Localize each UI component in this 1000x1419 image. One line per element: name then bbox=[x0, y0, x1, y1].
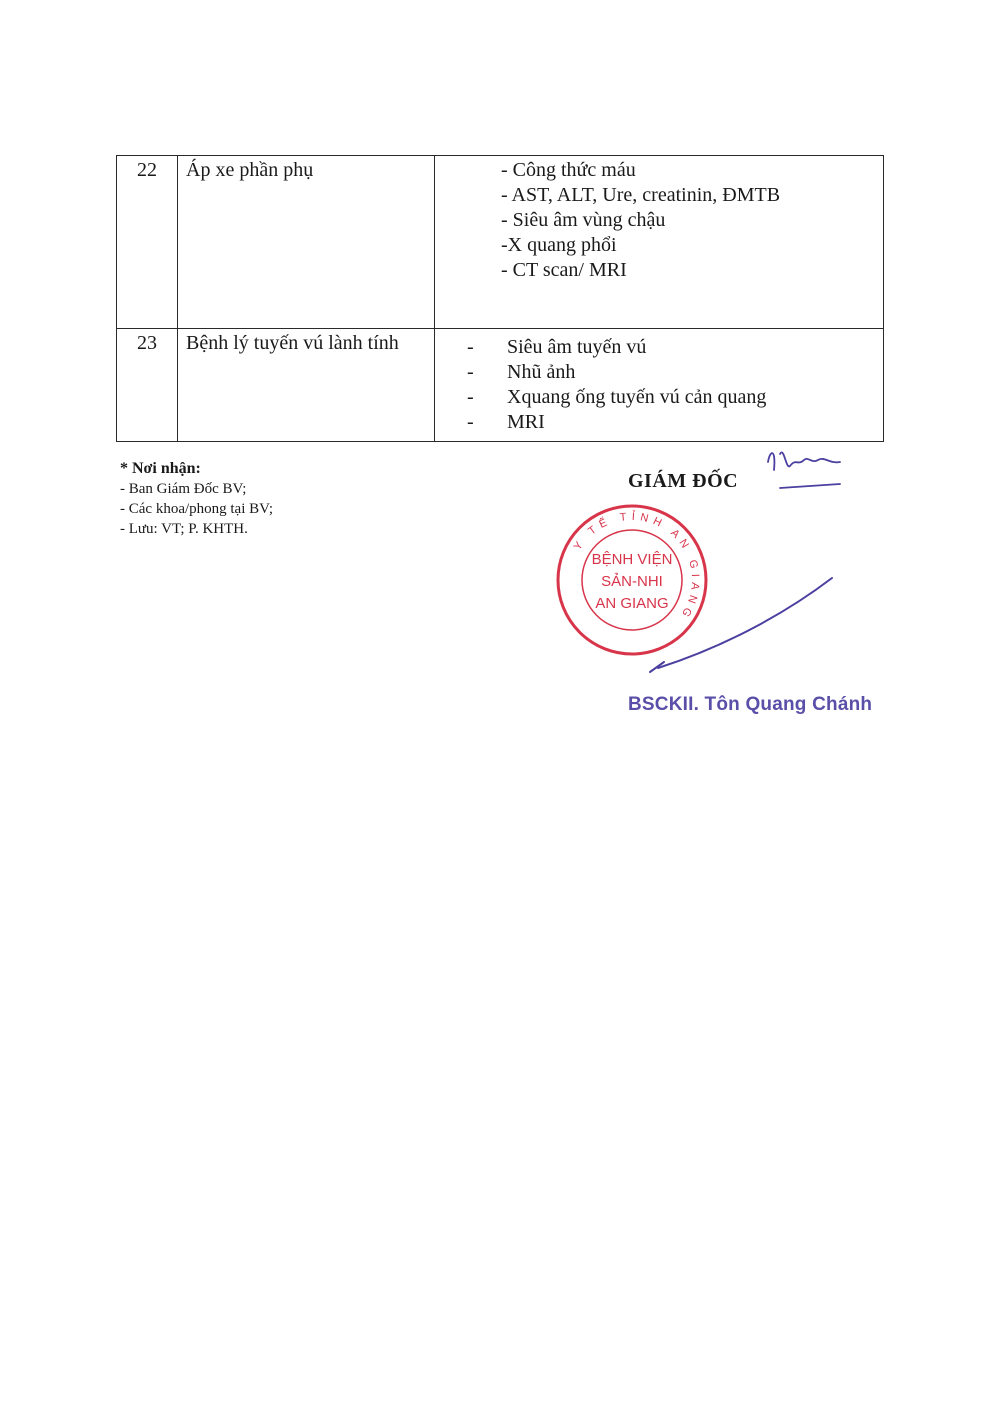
handwritten-signature bbox=[620, 440, 900, 700]
recipients-block bbox=[120, 459, 273, 539]
stamp-ring-text: Y TẾ TỈNH AN GIANG bbox=[571, 510, 702, 623]
bullet-dash: - bbox=[467, 386, 474, 408]
list-item-text: Xquang ống tuyến vú cản quang bbox=[507, 386, 767, 408]
list-item-text: MRI bbox=[507, 411, 545, 433]
recipients-list bbox=[120, 479, 273, 539]
recipients-title: * Nơi nhận: bbox=[120, 460, 201, 477]
table-row bbox=[117, 156, 884, 329]
condition-name: Áp xe phần phụ bbox=[178, 156, 435, 329]
list-item-text: Nhũ ảnh bbox=[507, 361, 576, 383]
list-item: - Ban Giám Đốc BV; bbox=[120, 481, 247, 497]
list-item: - Siêu âm vùng chậu bbox=[501, 209, 666, 231]
list-item: - Công thức máu bbox=[501, 159, 636, 181]
list-item bbox=[467, 335, 875, 360]
list-item bbox=[467, 385, 875, 410]
tests-cell bbox=[435, 156, 884, 329]
tests-list bbox=[443, 158, 875, 283]
signer-name: BSCKII. Tôn Quang Chánh bbox=[628, 694, 873, 715]
row-number: 22 bbox=[117, 156, 178, 329]
bullet-dash: - bbox=[467, 411, 474, 433]
list-item-text: Siêu âm tuyến vú bbox=[507, 336, 647, 358]
tests-list bbox=[443, 335, 875, 435]
list-item: - Các khoa/phong tại BV; bbox=[120, 501, 274, 517]
list-item bbox=[467, 410, 875, 435]
list-item: - AST, ALT, Ure, creatinin, ĐMTB bbox=[501, 184, 781, 206]
table-row bbox=[117, 329, 884, 442]
bullet-dash: - bbox=[467, 361, 474, 383]
bullet-dash: - bbox=[467, 336, 474, 358]
list-item: -X quang phổi bbox=[501, 234, 617, 256]
stamp-line-2: SẢN-NHI bbox=[601, 573, 663, 590]
condition-name: Bệnh lý tuyến vú lành tính bbox=[178, 329, 435, 442]
test-requirements-table bbox=[116, 155, 884, 442]
tests-cell bbox=[435, 329, 884, 442]
stamp-line-1: BỆNH VIỆN bbox=[591, 551, 673, 568]
list-item: - CT scan/ MRI bbox=[501, 259, 627, 281]
row-number: 23 bbox=[117, 329, 178, 442]
list-item bbox=[467, 360, 875, 385]
list-item: - Lưu: VT; P. KHTH. bbox=[120, 521, 248, 537]
stamp-line-3: AN GIANG bbox=[595, 595, 669, 612]
director-title: GIÁM ĐỐC bbox=[628, 470, 739, 492]
